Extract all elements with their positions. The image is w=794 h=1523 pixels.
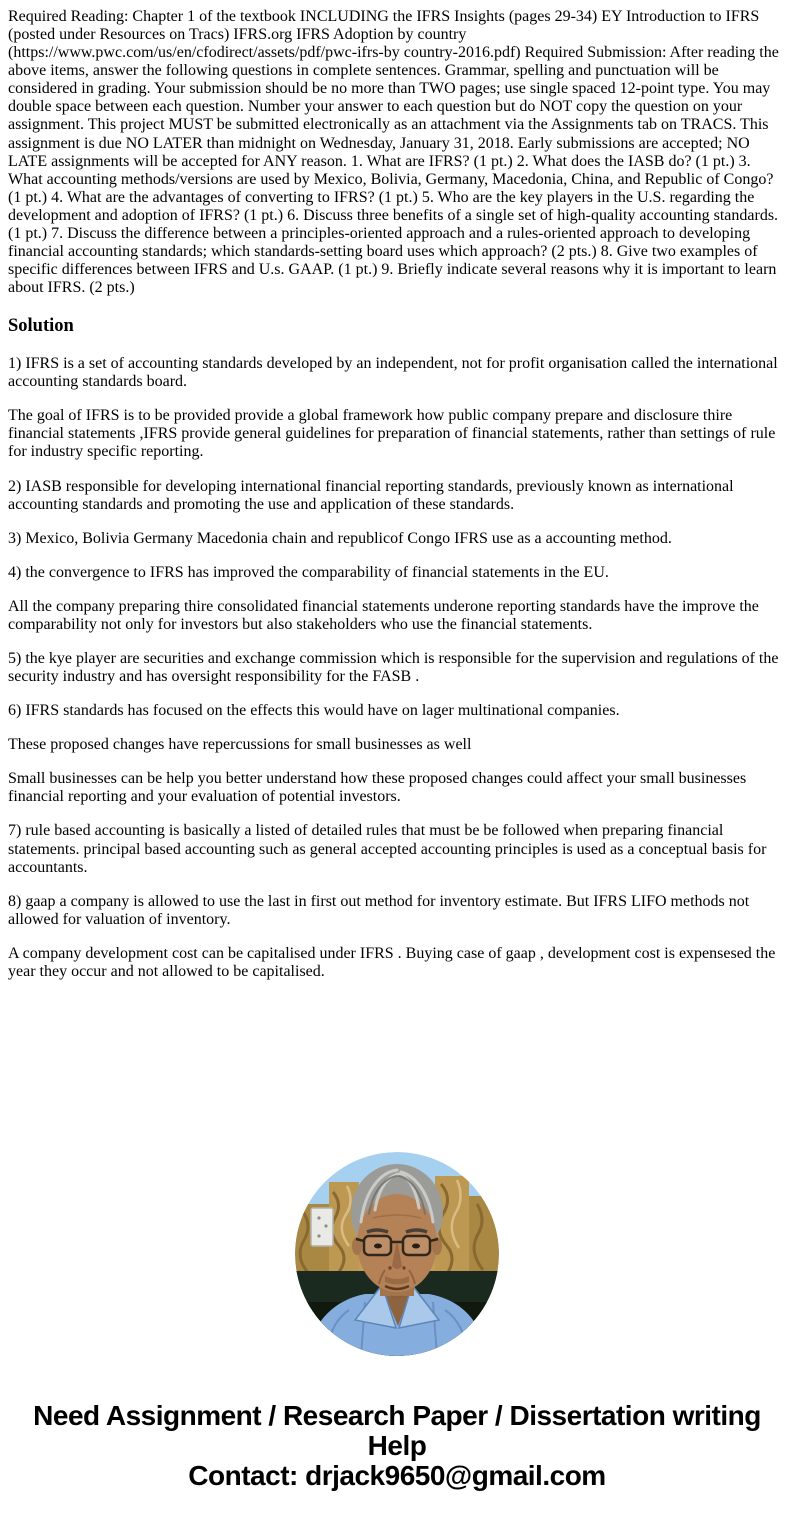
solution-paragraph-13: A company development cost can be capitalised under IFRS . Buying case of gaap , development cost is expensesed the year they occur and not allowed to be capitalised. <box>8 944 776 980</box>
solution-paragraph-6: All the company preparing thire consolidated financial statements underone reporting standards have the improve the comparability not only for investors but also stakeholders who use the financial statements. <box>8 597 759 633</box>
question-text: Required Reading: Chapter 1 of the textbook INCLUDING the IFRS Insights (pages 29-34) EY Introduction to IFRS (posted under Resources on Tracs) IFRS.org IFRS Adoption by country (https://www.pwc.com/us/en/cfodirect/assets/pdf/pwc-ifrs-by country-2016.pdf) Required Submission: After reading the above items, answer the following questions in complete sentences. Grammar, spelling and punctuation will be considered in grading. Your submission should be no more than TWO pages; use single spaced 12-point type. You may double space between each question. Number your answer to each question but do NOT copy the question on your assignment. This project MUST be submitted electronically as an attachment via the Assignments tab on TRACS. This assignment is due NO LATER than midnight on Wednesday, January 31, 2018. Early submissions are accepted; NO LATE assignments will be accepted for ANY reason. 1. What are IFRS? (1 pt.) 2. What does the IASB do? (1 pt.) 3. What accounting methods/versions are used by Mexico, Bolivia, Germany, Macedonia, China, and Republic of Congo? (1 pt.) 4. What are the advantages of converting to IFRS? (1 pt.) 5. Who are the key players in the U.S. regarding the development and adoption of IFRS? (1 pt.) 6. Discuss three benefits of a single set of high-quality accounting standards. (1 pt.) 7. Discuss the difference between a principles-oriented approach and a rules-oriented approach to developing financial accounting standards; which standards-setting board uses which approach? (2 pts.) 8. Give two examples of specific differences between IFRS and U.s. GAAP. (1 pt.) 9. Briefly indicate several reasons why it is important to learn about IFRS. (2 pts.) <box>8 8 779 297</box>
solution-paragraph-11: 7) rule based accounting is basically a listed of detailed rules that must be be followed when preparing financial statements. principal based accounting such as general accepted accounting principles is used as a conceptual basis for accountants. <box>8 822 767 876</box>
switch-plate <box>311 1208 333 1246</box>
portrait-illustration <box>295 1152 499 1356</box>
solution-paragraph-7: 5) the kye player are securities and exchange commission which is responsible for the supervision and regulations of the security industry and has oversight responsibility for the FASB . <box>8 650 779 686</box>
solution-paragraph-12: 8) gaap a company is allowed to use the last in first out method for inventory estimate. But IFRS LIFO methods not allowed for valuation of inventory. <box>8 892 750 928</box>
promo-footer <box>8 1401 786 1491</box>
solution-paragraph-1: 1) IFRS is a set of accounting standards developed by an independent, not for profit organisation called the international accounting standards board. <box>8 355 778 391</box>
document-page <box>8 8 786 1491</box>
author-photo <box>295 1152 499 1356</box>
solution-heading: Solution <box>8 316 74 337</box>
solution-paragraph-8: 6) IFRS standards has focused on the effects this would have on lager multinational companies. <box>8 702 620 720</box>
solution-paragraph-2: The goal of IFRS is to be provided provide a global framework how public company prepare and disclosure thire financial statements ,IFRS provide general guidelines for preparation of financial statements, rather than settings of rule for industry specific reporting. <box>8 407 776 461</box>
solution-paragraph-10: Small businesses can be help you better understand how these proposed changes could affect your small businesses financial reporting and your evaluation of potential investors. <box>8 770 747 806</box>
promo-headline: Need Assignment / Research Paper / Dissertation writing Help <box>33 1400 761 1462</box>
solution-paragraph-9: These proposed changes have repercussions for small businesses as well <box>8 736 472 754</box>
solution-paragraph-4: 3) Mexico, Bolivia Germany Macedonia chain and republicof Congo IFRS use as a accounting method. <box>8 529 672 547</box>
promo-contact: Contact: drjack9650@gmail.com <box>188 1460 606 1492</box>
solution-paragraph-5: 4) the convergence to IFRS has improved the comparability of financial statements in the EU. <box>8 563 609 581</box>
solution-paragraph-3: 2) IASB responsible for developing international financial reporting standards, previously known as international accounting standards and promoting the use and application of these standards. <box>8 477 734 513</box>
